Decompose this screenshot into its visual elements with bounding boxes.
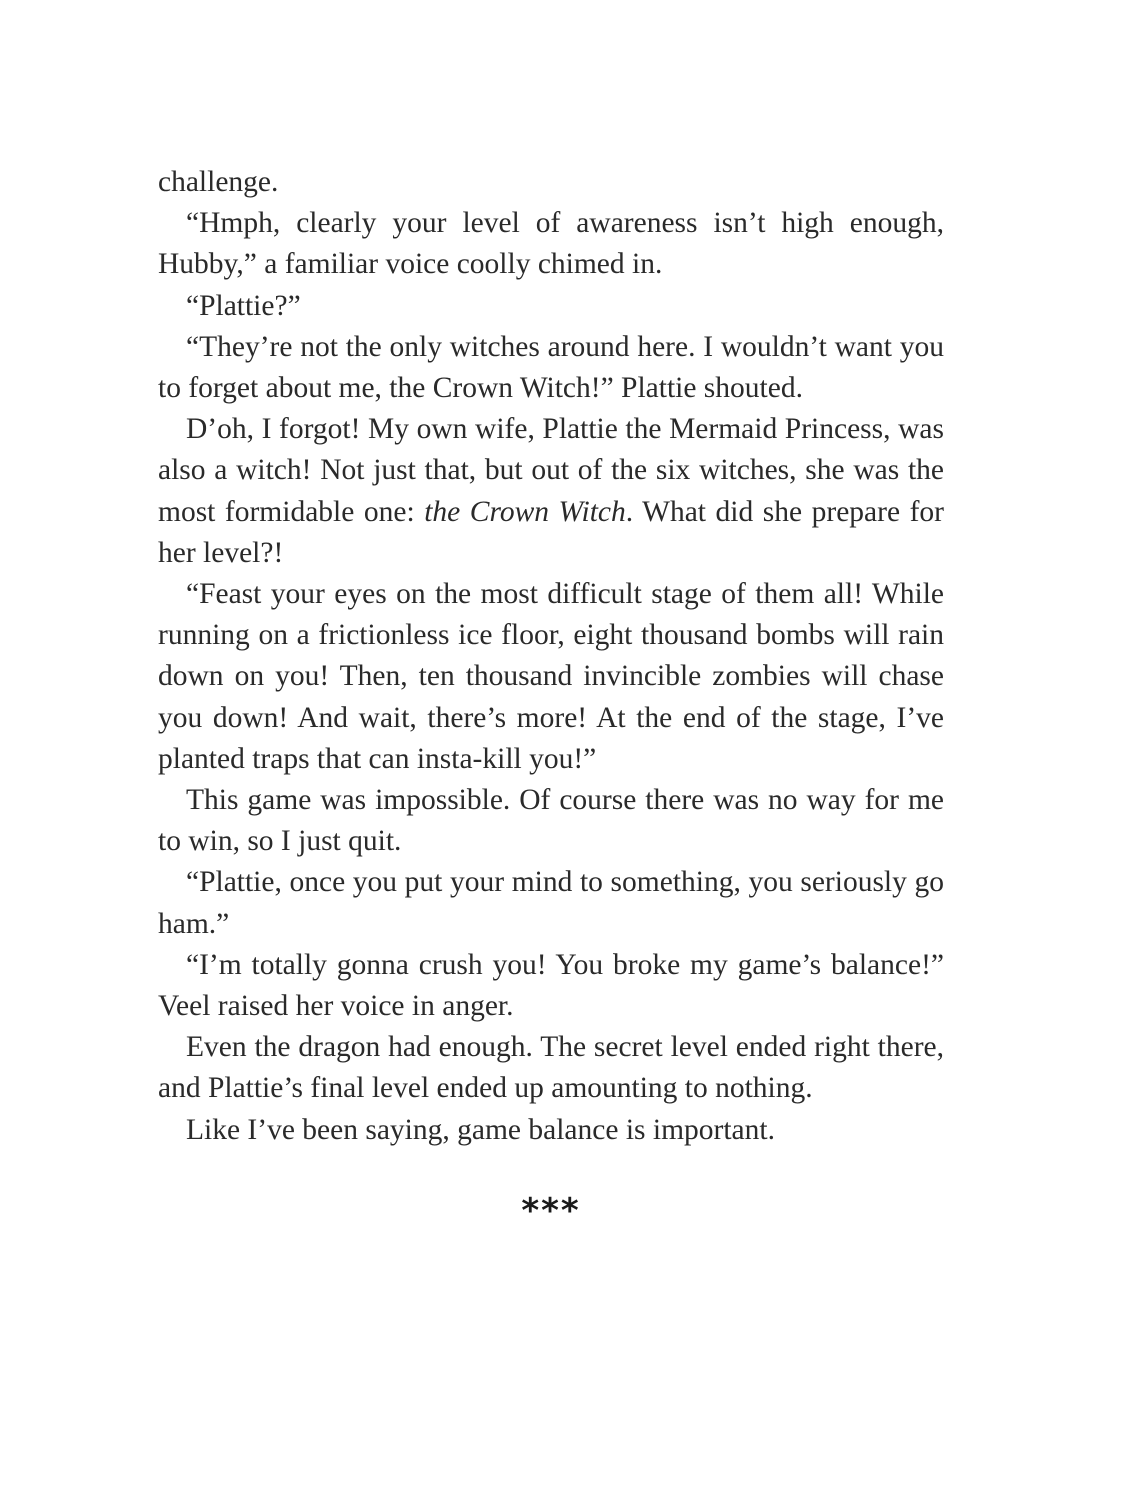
paragraph-10: Even the dragon had enough. The secret level ended right there, and Plattie’s final level ended up amounting to nothing. <box>158 1031 944 1105</box>
paragraph-5-italic: the Crown Witch <box>424 495 626 528</box>
paragraph-11: Like I’ve been saying, game balance is important. <box>186 1113 775 1146</box>
paragraph-3: “Plattie?” <box>186 289 301 322</box>
paragraph-5 <box>158 409 944 574</box>
paragraph-9: “I’m totally gonna crush you! You broke my game’s balance!” Veel raised her voice in anger. <box>158 948 944 1023</box>
book-page <box>158 162 944 1232</box>
paragraph-6: “Feast your eyes on the most difficult stage of them all! While running on a frictionless ice floor, eight thousand bombs will rain down on you! Then, ten thousand invincible zombies will chase you down! And wait, there’s more! At the end of the stage, I’ve planted traps that can insta-kill you!” <box>158 578 944 775</box>
paragraph-5-before: D’oh, I forgot! My own wife, Plattie the Mermaid Princess, was also a witch! Not just that, but out of the six witches, she was the most formidable one: <box>158 413 944 528</box>
paragraph-4: “They’re not the only witches around here. I wouldn’t want you to forget about me, the Crown Witch!” Plattie shouted. <box>158 330 944 405</box>
paragraph-7: This game was impossible. Of course there was no way for me to win, so I just quit. <box>158 784 944 858</box>
scene-break: *** <box>521 1190 581 1231</box>
paragraph-2: “Hmph, clearly your level of awareness isn’t high enough, Hubby,” a familiar voice coolly chimed in. <box>158 207 944 281</box>
paragraph-8: “Plattie, once you put your mind to something, you seriously go ham.” <box>158 866 944 940</box>
paragraph-5-after: . What did she prepare for her level?! <box>158 495 944 569</box>
paragraph-1: challenge. <box>158 166 279 198</box>
